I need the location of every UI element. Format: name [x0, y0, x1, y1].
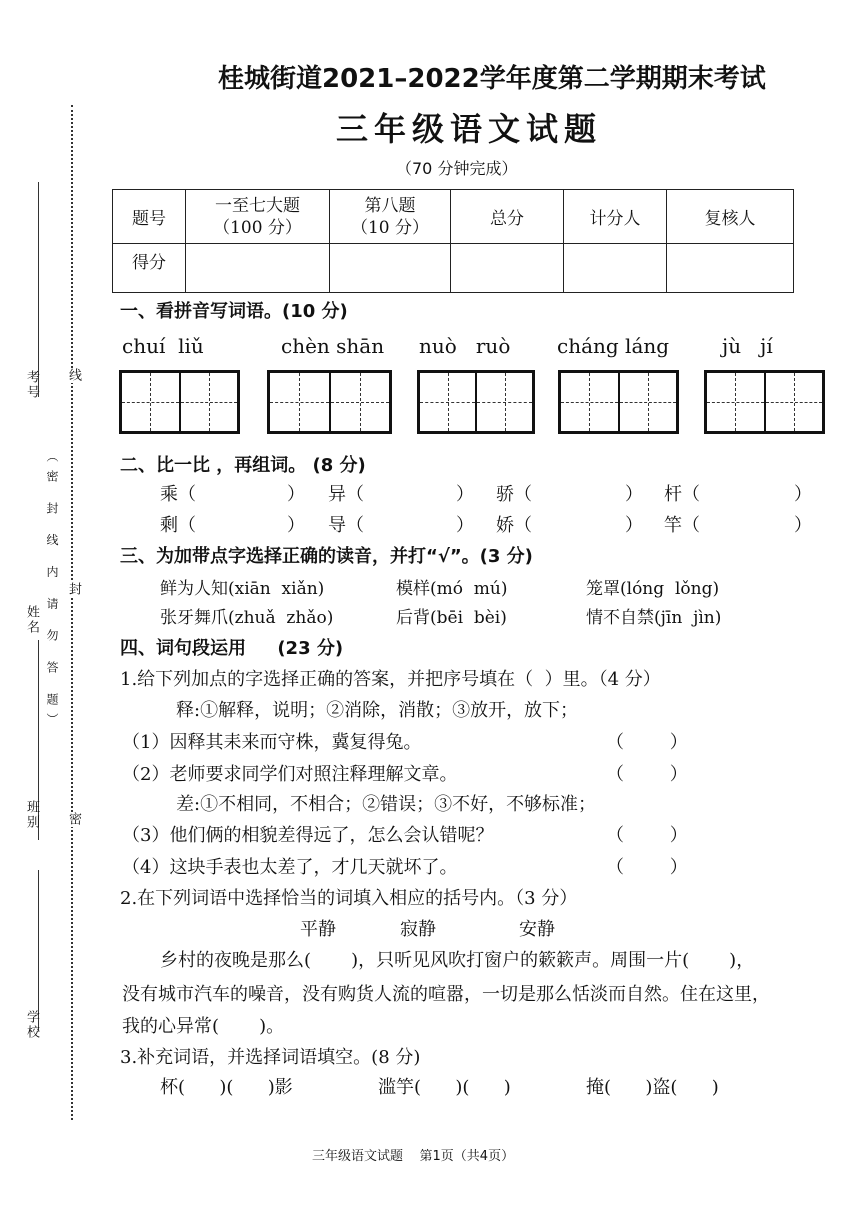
compare-close-2a: ） [287, 515, 305, 536]
writing-box-4[interactable] [558, 370, 679, 434]
compare-open-2a: 剩（ [160, 515, 196, 536]
score-header-tihao: 题号 [113, 190, 186, 244]
answer-paren-3[interactable]: （ ） [606, 825, 688, 846]
pronunciation-item-4[interactable]: 张牙舞爪(zhuǎ zhǎo) [160, 608, 334, 628]
exam-title: 桂城街道2021–2022学年度第二学期期末考试 [218, 64, 766, 94]
pronunciation-item-2[interactable]: 模样(mó mú) [396, 579, 508, 599]
exam-subtitle: 三年级语文试题 [336, 110, 603, 148]
answer-paren-2[interactable]: （ ） [606, 764, 688, 785]
compare-open-1c: 骄（ [496, 484, 532, 505]
writing-box-5[interactable] [704, 370, 825, 434]
section2-title: 二、比一比 ，再组词。 (8 分) [120, 455, 366, 476]
compare-open-1b: 异（ [328, 484, 364, 505]
section3-title: 三、为加带点字选择正确的读音，并打“√”。(3 分) [120, 546, 533, 567]
binding-dotted-line [71, 105, 73, 1120]
compare-close-1a: ） [287, 484, 305, 505]
pronunciation-item-5[interactable]: 后背(bēi bèi) [396, 608, 507, 628]
q2-paragraph-line2: 没有城市汽车的噪音，没有购货人流的喧嚣，一切是那么恬淡而自然。住在这里， [122, 984, 770, 1005]
compare-open-2d: 竿（ [664, 515, 700, 536]
compare-open-1a: 乘（ [160, 484, 196, 505]
score-header-total: 总分 [451, 190, 564, 244]
side-mark-mi: 密 [66, 812, 81, 827]
score-cell[interactable] [451, 244, 564, 293]
score-cell[interactable] [667, 244, 794, 293]
side-mark-xian: 线 [66, 368, 81, 383]
score-cell[interactable] [564, 244, 667, 293]
q1-sentence-3: （3）他们俩的相貌差得远了，怎么会认错呢？ [122, 825, 494, 846]
q2-word-2: 寂静 [400, 919, 436, 940]
pinyin-4: cháng láng [557, 334, 670, 358]
side-note: （密 封 线 内 请 勿 答 题） [45, 450, 59, 733]
q3-fill-1[interactable]: 杯( )( )影 [160, 1077, 293, 1098]
q1-cha-definition: 差:①不相同，不相合；②错误；③不好，不够标准； [176, 794, 597, 815]
answer-paren-4[interactable]: （ ） [606, 857, 688, 878]
writing-box-3[interactable] [417, 370, 535, 434]
compare-open-2b: 导（ [328, 515, 364, 536]
pinyin-1: chuí liǔ [122, 334, 204, 358]
q1-shi-definition: 释:①解释，说明；②消除，消散；③放开，放下； [176, 700, 579, 721]
side-mark-feng: 封 [66, 582, 81, 597]
score-header-scorer: 计分人 [564, 190, 667, 244]
q2-prompt: 2.在下列词语中选择恰当的词填入相应的括号内。（3 分） [120, 888, 578, 909]
pinyin-2: chèn shān [281, 334, 385, 358]
side-line-lower [38, 870, 39, 1030]
pinyin-3: nuò ruò [419, 334, 511, 358]
section4-title: 四、词句段运用 (23 分) [120, 638, 344, 659]
pronunciation-item-6[interactable]: 情不自禁(jīn jìn) [586, 608, 722, 628]
q2-paragraph-line3[interactable]: 我的心异常( )。 [122, 1016, 285, 1037]
q1-sentence-2: （2）老师要求同学们对照注释理解文章。 [122, 764, 458, 785]
page-footer: 三年级语文试题 第1页（共4页） [312, 1149, 515, 1164]
q2-word-3: 安静 [519, 919, 555, 940]
exam-duration: （70 分钟完成） [396, 159, 518, 178]
pinyin-5: jù jí [722, 334, 773, 358]
side-label-xingming: 姓名 [24, 605, 39, 635]
q1-sentence-1: （1）因释其耒来而守株，冀复得兔。 [122, 732, 422, 753]
q3-fill-3[interactable]: 掩( )盗( ) [586, 1077, 719, 1098]
compare-open-1d: 杆（ [664, 484, 700, 505]
section1-title: 一、看拼音写词语。(10 分) [120, 301, 348, 322]
q1-prompt: 1.给下列加点的字选择正确的答案，并把序号填在（ ）里。（4 分） [120, 669, 661, 690]
writing-box-1[interactable] [119, 370, 240, 434]
answer-paren-1[interactable]: （ ） [606, 732, 688, 753]
side-label-xuexiao: 学校 [24, 1010, 39, 1040]
score-cell[interactable] [330, 244, 451, 293]
score-header-reviewer: 复核人 [667, 190, 794, 244]
pronunciation-item-3[interactable]: 笼罩(lóng lǒng) [586, 579, 720, 599]
q3-fill-2[interactable]: 滥竽( )( ) [378, 1077, 511, 1098]
compare-open-2c: 娇（ [496, 515, 532, 536]
q2-word-1: 平静 [300, 919, 336, 940]
q3-prompt: 3.补充词语，并选择词语填空。(8 分) [120, 1047, 421, 1068]
score-cell[interactable] [186, 244, 330, 293]
side-line-upper [38, 182, 39, 397]
compare-close-2b: ） [456, 515, 474, 536]
compare-close-1c: ） [625, 484, 643, 505]
score-header-8: 第八题 （10 分） [330, 190, 451, 244]
score-row-label: 得分 [113, 244, 186, 293]
q2-paragraph-line1[interactable]: 乡村的夜晚是那么( )，只听见风吹打窗户的簌簌声。周围一片( )， [160, 950, 755, 971]
score-header-1-7: 一至七大题 （100 分） [186, 190, 330, 244]
compare-close-1d: ） [794, 484, 812, 505]
pronunciation-item-1[interactable]: 鲜为人知(xiān xiǎn) [160, 579, 325, 599]
side-label-kaohao: 考号 [24, 370, 39, 400]
compare-close-2d: ） [794, 515, 812, 536]
q1-sentence-4: （4）这块手表也太差了，才几天就坏了。 [122, 857, 458, 878]
compare-close-1b: ） [456, 484, 474, 505]
compare-close-2c: ） [625, 515, 643, 536]
score-table [112, 189, 794, 293]
side-label-banbie: 班别 [24, 800, 39, 830]
writing-box-2[interactable] [267, 370, 392, 434]
